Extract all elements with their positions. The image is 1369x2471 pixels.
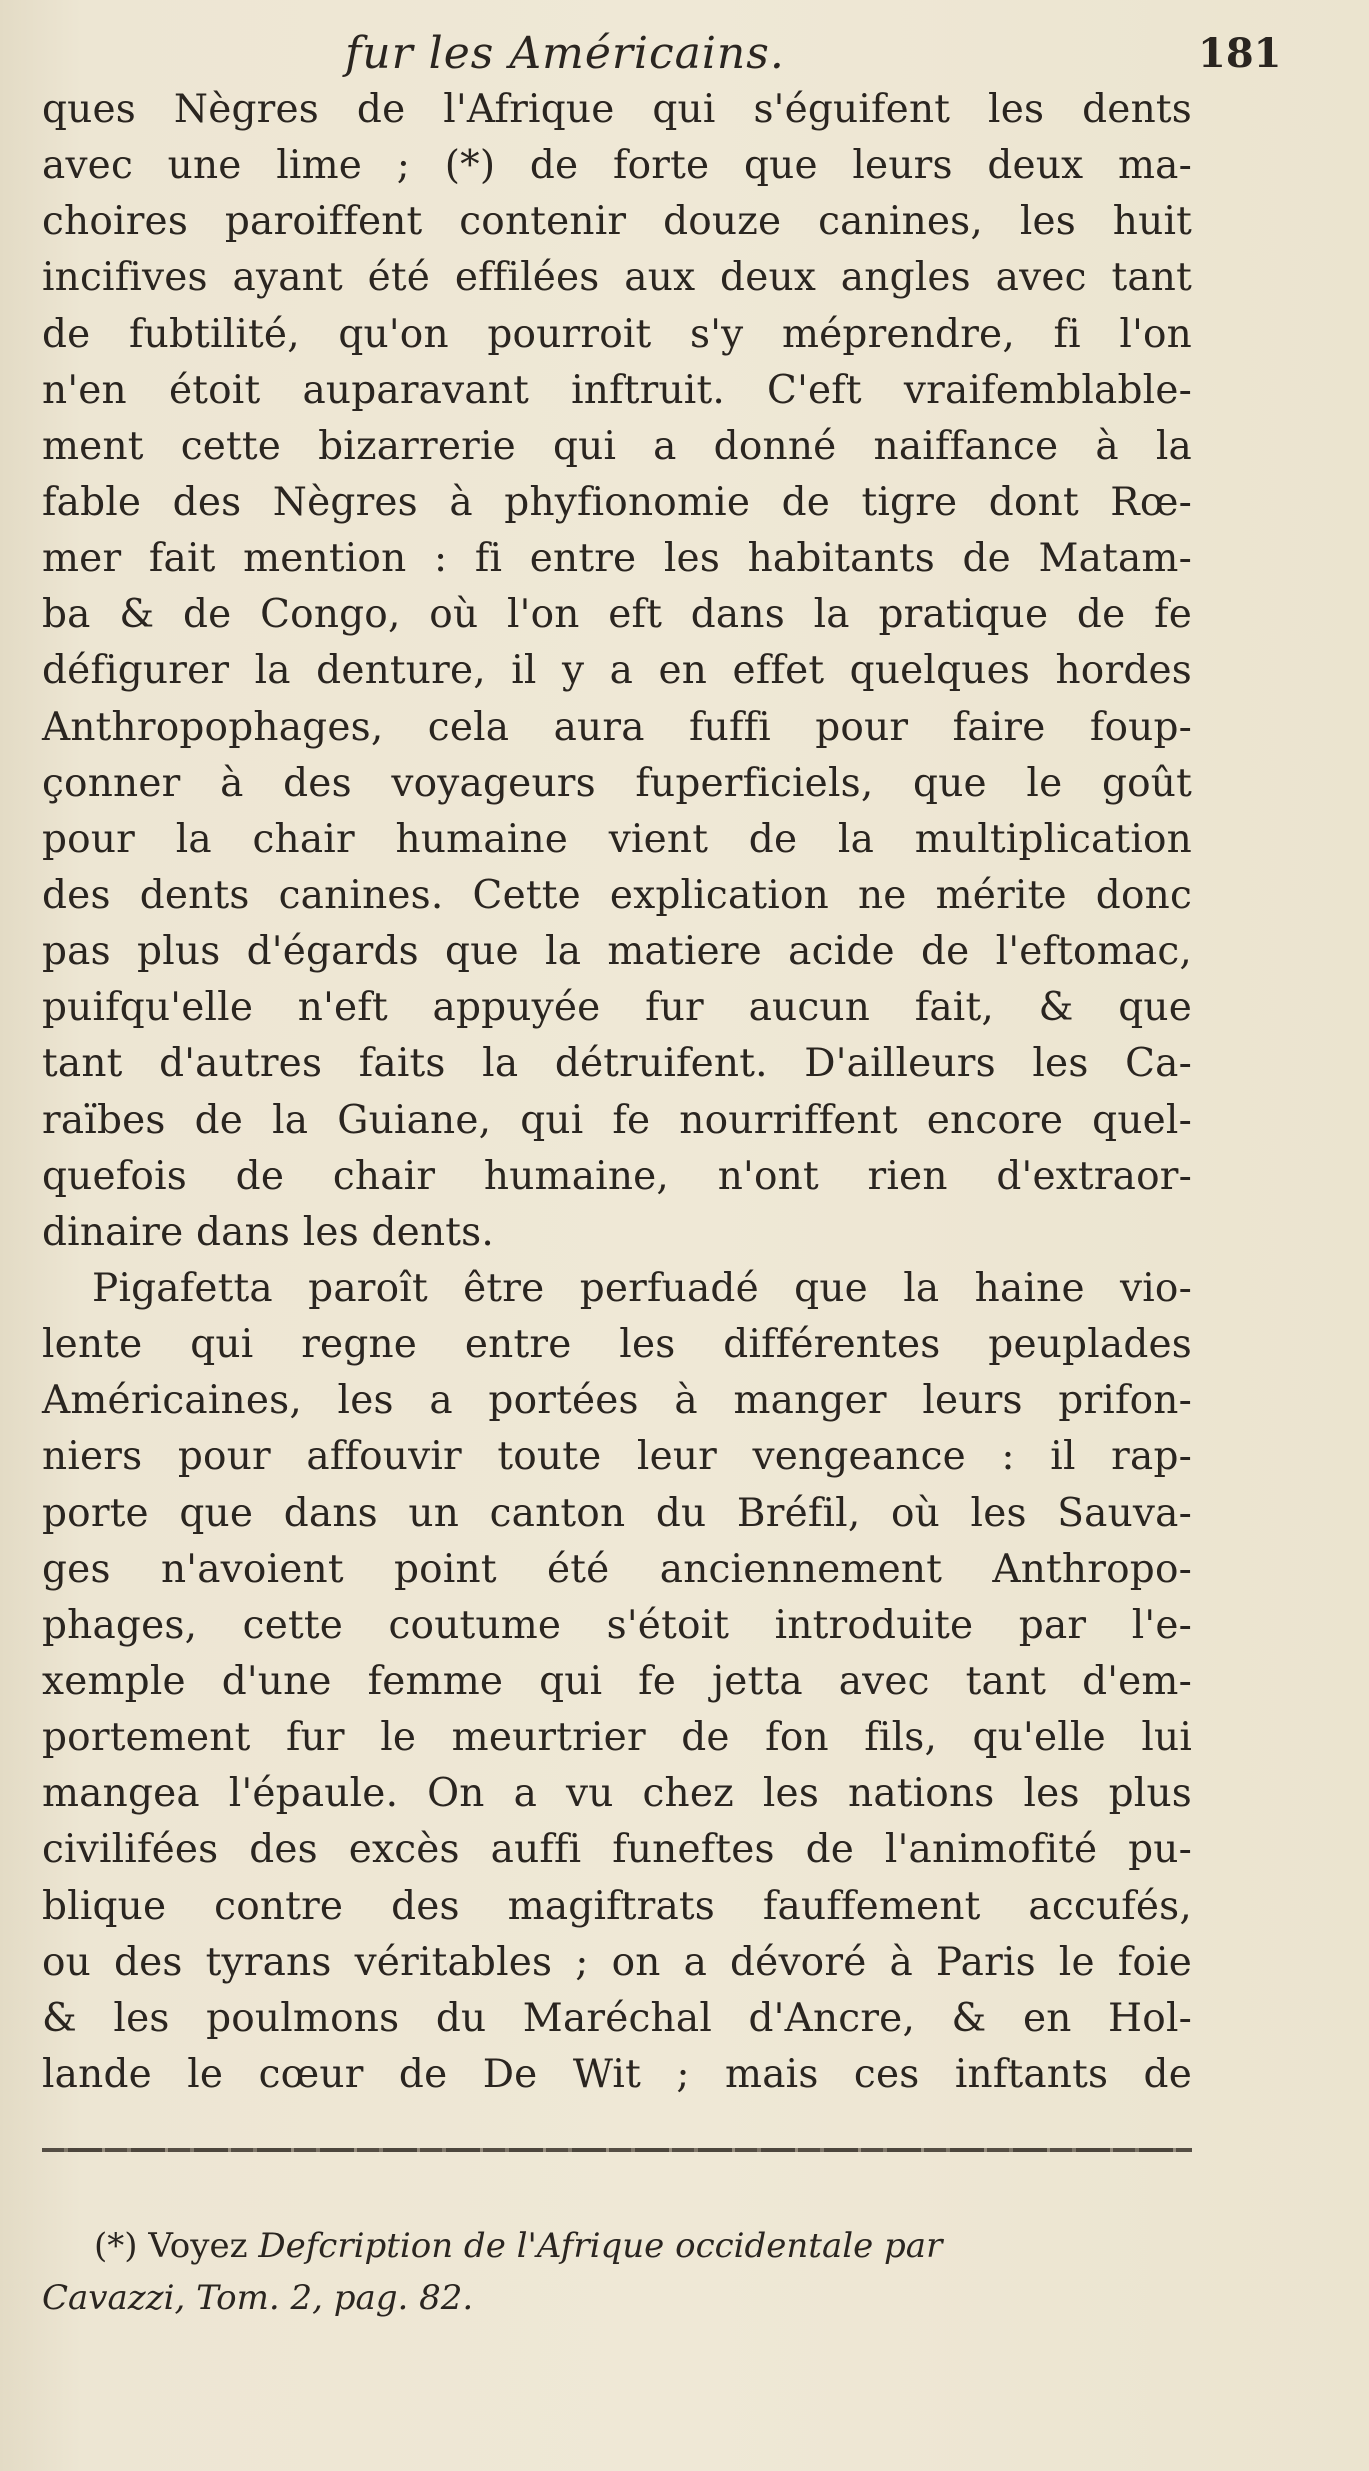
text-line: & les poulmons du Maréchal d'Ancre, & en Hol-: [42, 1995, 1192, 2041]
text-line: blique contre des magiftrats fauffement accufés,: [42, 1883, 1192, 1929]
text-line: niers pour affouvir toute leur vengeance : il rap-: [42, 1434, 1192, 1480]
text-line: mer fait mention : fi entre les habitants de Matam-: [42, 536, 1192, 582]
footnote-reference: Cavazzi, Tom. 2, pag. 82.: [42, 2278, 474, 2318]
text-line: ques Nègres de l'Afrique qui s'éguifent les dents: [42, 87, 1192, 132]
text-line: choires paroiffent contenir douze canines, les huit: [42, 199, 1192, 245]
text-line: des dents canines. Cette explication ne mérite donc: [42, 872, 1192, 918]
text-line: fable des Nègres à phyfionomie de tigre dont Rœ-: [42, 479, 1192, 525]
text-line: Pigafetta paroît être perfuadé que la haine vio-: [92, 1265, 1192, 1311]
text-line: phages, cette coutume s'étoit introduite par l'e-: [42, 1602, 1192, 1648]
text-line: pas plus d'égards que la matiere acide de l'eftomac,: [42, 929, 1192, 975]
text-line: lente qui regne entre les différentes peuplades: [42, 1322, 1192, 1368]
text-line: lande le cœur de De Wit ; mais ces inftants de: [42, 2051, 1192, 2097]
text-line: tant d'autres faits la détruifent. D'ailleurs les Ca-: [42, 1041, 1192, 1087]
text-line: dinaire dans les dents.: [42, 1209, 494, 1255]
text-line: civilifées des excès auffi funeftes de l'animofité pu-: [42, 1827, 1192, 1873]
text-line: ou des tyrans véritables ; on a dévoré à Paris le foie: [42, 1939, 1192, 1985]
text-line: ment cette bizarrerie qui a donné naiffance à la: [42, 423, 1192, 469]
footnote: [42, 2220, 1192, 2324]
text-line: çonner à des voyageurs fuperficiels, que le goût: [42, 760, 1192, 806]
text-line: de fubtilité, qu'on pourroit s'y méprendre, fi l'on: [42, 311, 1192, 357]
body-text: [42, 82, 1192, 2103]
footnote-text: Voyez: [148, 2226, 248, 2266]
text-line: n'en étoit auparavant inftruit. C'eft vraifemblable-: [42, 367, 1192, 413]
text-line: puifqu'elle n'eft appuyée fur aucun fait, & que: [42, 985, 1192, 1031]
text-line: incifives ayant été effilées aux deux angles avec tant: [42, 255, 1192, 301]
text-line: ges n'avoient point été anciennement Anthropo-: [42, 1546, 1192, 1592]
text-line: mangea l'épaule. On a vu chez les nations les plus: [42, 1771, 1192, 1817]
footnote-marker: (*): [94, 2226, 138, 2266]
text-line: raïbes de la Guiane, qui fe nourriffent encore quel-: [42, 1097, 1192, 1143]
footnote-title: Defcription de l'Afrique occidentale par: [258, 2226, 943, 2266]
page-number: 181: [1198, 30, 1282, 77]
text-line: Américaines, les a portées à manger leurs prifon-: [42, 1378, 1192, 1424]
running-title: fur les Américains.: [345, 28, 785, 79]
text-line: pour la chair humaine vient de la multiplication: [42, 816, 1192, 862]
text-line: quefois de chair humaine, n'ont rien d'extraor-: [42, 1153, 1192, 1199]
page-header: [0, 18, 1369, 88]
footnote-line: [42, 2220, 1192, 2272]
text-line: ba & de Congo, où l'on eft dans la pratique de fe: [42, 592, 1192, 638]
text-line: portement fur le meurtrier de fon fils, qu'elle lui: [42, 1715, 1192, 1761]
text-line: défigurer la denture, il y a en effet quelques hordes: [42, 648, 1192, 694]
text-line: xemple d'une femme qui fe jetta avec tant d'em-: [42, 1658, 1192, 1704]
footnote-divider: [42, 2148, 1192, 2152]
text-line: Anthropophages, cela aura fuffi pour faire foup-: [42, 704, 1192, 750]
text-line: avec une lime ; (*) de forte que leurs deux ma-: [42, 143, 1192, 189]
text-line: porte que dans un canton du Bréfil, où les Sauva-: [42, 1490, 1192, 1536]
